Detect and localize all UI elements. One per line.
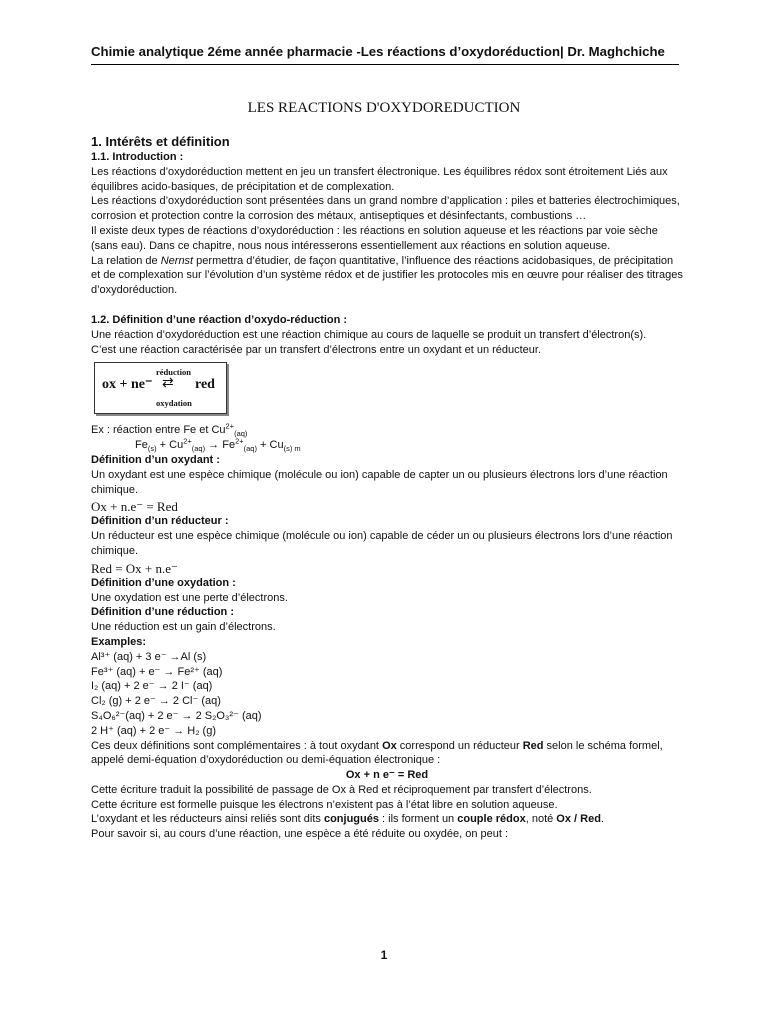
section-heading: 1. Intérêts et définition bbox=[91, 134, 230, 149]
definition-heading: Définition d’une oxydation : bbox=[91, 576, 236, 589]
definition-heading: Définition d’un oxydant : bbox=[91, 453, 220, 466]
half-equation: Ox + n e⁻ = Red bbox=[345, 769, 429, 782]
paragraph: Ces deux définitions sont complémentaires : à tout oxydant Ox correspond un réducteur Red selon le schéma formel, appelé demi-équation d’oxydoréduction ou demi-équation électronique : bbox=[91, 739, 663, 767]
paragraph: Il existe deux types de réactions d’oxydoréduction : les réactions en solution aqueuse et les réactions par voie sèche (sans eau). Dans ce chapitre, nous nous intéresserons essentiellement aux réactions en solution aqueuse. bbox=[91, 224, 658, 252]
definition-heading: Définition d’une réduction : bbox=[91, 606, 234, 619]
page-header: Chimie analytique 2éme année pharmacie -Les réactions d’oxydoréduction| Dr. Maghchiche bbox=[91, 44, 665, 59]
scheme-top-label: réduction bbox=[156, 367, 191, 378]
definition-heading: Définition d’un réducteur : bbox=[91, 515, 229, 528]
scheme-lhs: ox + ne⁻ bbox=[102, 377, 153, 393]
formula: Ox + n.e⁻ = Red bbox=[91, 499, 178, 515]
definition-text: Une réduction est un gain d’électrons. bbox=[91, 621, 276, 634]
definition-text: Un réducteur est une espèce chimique (molécule ou ion) capable de céder un ou plusieurs électrons lors d’une réaction chimique. bbox=[91, 530, 673, 557]
scheme-rhs: red bbox=[195, 377, 215, 393]
subsection-heading: 1.2. Définition d’une réaction d’oxydo-réduction : bbox=[91, 313, 348, 326]
paragraph: Les réactions d’oxydoréduction sont présentées dans un grand nombre d’application : piles et batteries électrochimiques, corrosion et protection contre la corrosion des métaux, antiseptiques et désinfectants, combustions … bbox=[91, 195, 680, 223]
definition-text: Une oxydation est une perte d’électrons. bbox=[91, 591, 288, 604]
paragraph: C’est une réaction caractérisée par un transfert d’électrons entre un oxydant et un réducteur. bbox=[91, 343, 542, 356]
example-label: Ex : réaction entre Fe et $Cu^{2+}_{(aq)}$ bbox=[91, 421, 248, 439]
definition-text: Un oxydant est une espèce chimique (molécule ou ion) capable de capter un ou plusieurs électrons lors d’une réaction chimique. bbox=[91, 468, 668, 496]
paragraph: Les réactions d’oxydoréduction mettent en jeu un transfert électronique. Les équilibres rédox sont étroitement Liés aux équilibres acido-basiques, de précipitation et de complexation. bbox=[91, 165, 668, 193]
document-title: LES REACTIONS D'OXYDOREDUCTION bbox=[247, 100, 521, 116]
example-item: Cl₂ (g) + 2 e⁻ → 2 Cl⁻ (aq) bbox=[91, 695, 221, 708]
subsection-heading: 1.1. Introduction : bbox=[91, 151, 184, 163]
equilibrium-arrow-icon: ⇄ bbox=[162, 376, 174, 392]
scheme-bottom-label: oxydation bbox=[156, 398, 192, 409]
paragraph: Pour savoir si, au cours d’une réaction, une espèce a été réduite ou oxydée, on peut : bbox=[91, 828, 509, 841]
paragraph: L’oxydant et les réducteurs ainsi reliés sont dits conjugués : ils forment un couple rédox, noté Ox / Red. bbox=[91, 813, 604, 826]
redox-scheme-image bbox=[94, 362, 227, 414]
example-item: Al³⁺ (aq) + 3 e⁻ →Al (s) bbox=[91, 650, 207, 663]
header-rule bbox=[91, 64, 679, 65]
formula: Red = Ox + n.e⁻ bbox=[91, 560, 178, 576]
example-item: I₂ (aq) + 2 e⁻ → 2 I⁻ (aq) bbox=[91, 680, 213, 693]
example-item: S₄O₆²⁻(aq) + 2 e⁻ → 2 S₂O₃²⁻ (aq) bbox=[91, 709, 262, 722]
paragraph: Cette écriture est formelle puisque les électrons n’existent pas à l’état libre en solution aqueuse. bbox=[91, 798, 558, 811]
paragraph: Cette écriture traduit la possibilité de passage de Ox à Red et réciproquement par transfert d’électrons. bbox=[91, 783, 592, 796]
example-equation: $Fe_{(s)} + Cu^{2+}_{(aq)} \to Fe^{2+}_{(aq)} + Cu_{(s) m}$ bbox=[135, 436, 301, 454]
paragraph: La relation de Nernst permettra d’étudier, de façon quantitative, l’influence des réactions acidobasiques, de précipitation et de complexation sur l’évolution d’un système rédox et de justifier les protocoles mis en œuvre pour réaliser des titrages d’oxydoréduction. bbox=[91, 254, 683, 297]
document-body bbox=[91, 133, 683, 842]
example-item: 2 H⁺ (aq) + 2 e⁻ → H₂ (g) bbox=[91, 724, 217, 737]
examples-heading: Examples: bbox=[91, 635, 147, 648]
example-item: Fe³⁺ (aq) + e⁻ → Fe²⁺ (aq) bbox=[91, 665, 223, 678]
paragraph: Une réaction d’oxydoréduction est une réaction chimique au cours de laquelle se produit un transfert d’électron(s). bbox=[91, 328, 647, 341]
page-number: 1 bbox=[380, 948, 388, 962]
